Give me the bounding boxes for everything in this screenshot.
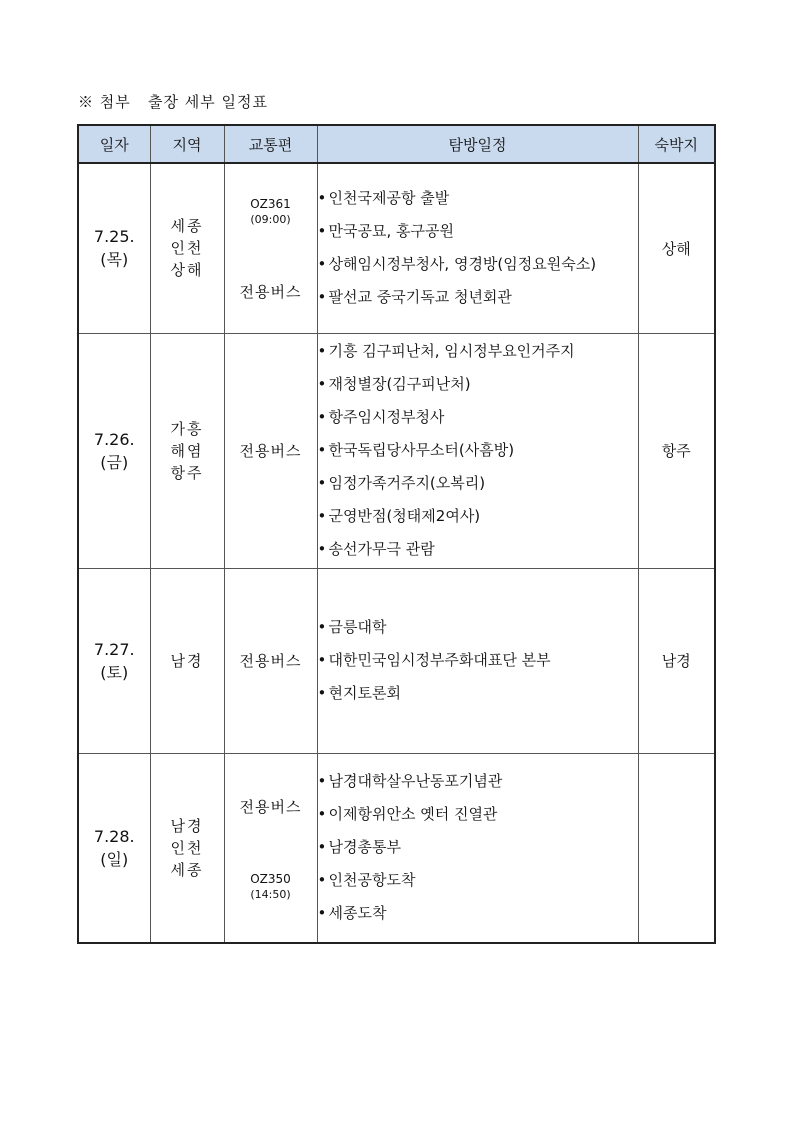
itinerary-text: 임정가족거주지(오복리) bbox=[328, 474, 486, 492]
itinerary-text: 군영반점(청태제2여사) bbox=[328, 507, 481, 525]
list-item bbox=[318, 248, 638, 281]
bus-label: 전용버스 bbox=[239, 797, 302, 816]
bullet-icon: • bbox=[317, 222, 327, 241]
date-text: 7.25. bbox=[93, 227, 135, 247]
transport-cell bbox=[224, 333, 317, 568]
itinerary-list bbox=[318, 182, 638, 314]
list-item bbox=[318, 434, 638, 467]
bullet-icon: • bbox=[317, 255, 327, 274]
bullet-icon: • bbox=[317, 651, 327, 669]
table-row bbox=[78, 333, 715, 568]
region-name: 항주 bbox=[170, 463, 204, 482]
table-row bbox=[78, 568, 715, 753]
day-text: (금) bbox=[100, 452, 129, 472]
bullet-icon: • bbox=[317, 288, 327, 307]
list-item bbox=[318, 467, 638, 500]
lodging-cell: 남경 bbox=[638, 568, 715, 753]
bullet-icon: • bbox=[317, 904, 327, 923]
header-date: 일자 bbox=[78, 125, 150, 163]
itinerary-text: 팔선교 중국기독교 청년회관 bbox=[328, 288, 512, 307]
region-name: 세종 bbox=[170, 217, 204, 236]
list-item bbox=[318, 644, 638, 677]
region-name: 인천 bbox=[170, 239, 204, 258]
list-item bbox=[318, 533, 638, 566]
bullet-icon: • bbox=[317, 189, 327, 208]
itinerary-list bbox=[318, 765, 638, 930]
header-lodging: 숙박지 bbox=[638, 125, 715, 163]
bullet-icon: • bbox=[317, 474, 327, 492]
bullet-icon: • bbox=[317, 507, 327, 525]
flight-time: (14:50) bbox=[250, 887, 291, 901]
region-name: 남경 bbox=[170, 816, 204, 835]
bus-label: 전용버스 bbox=[239, 442, 302, 460]
header-row bbox=[78, 125, 715, 163]
region-cell bbox=[150, 163, 224, 333]
flight-number: OZ350 bbox=[250, 871, 291, 886]
list-item bbox=[318, 897, 638, 930]
flight-time: (09:00) bbox=[250, 213, 291, 226]
list-item bbox=[318, 765, 638, 798]
itinerary-text: 이제항위안소 옛터 진열관 bbox=[328, 805, 498, 824]
itinerary-text: 송선가무극 관람 bbox=[328, 540, 435, 558]
document-heading: ※ 첨부 출장 세부 일정표 bbox=[78, 93, 269, 111]
region-name: 인천 bbox=[170, 838, 204, 857]
bullet-icon: • bbox=[317, 540, 327, 558]
list-item bbox=[318, 831, 638, 864]
bullet-icon: • bbox=[317, 441, 327, 459]
bullet-icon: • bbox=[317, 342, 327, 360]
date-cell bbox=[78, 753, 150, 943]
list-item bbox=[318, 368, 638, 401]
list-item bbox=[318, 182, 638, 215]
list-item bbox=[318, 401, 638, 434]
bullet-icon: • bbox=[317, 838, 327, 857]
day-text: (토) bbox=[100, 662, 129, 682]
itinerary-text: 한국독립당사무소터(사흠방) bbox=[328, 441, 515, 459]
region-name: 남경 bbox=[170, 651, 204, 670]
bullet-icon: • bbox=[317, 772, 327, 791]
day-text: (일) bbox=[100, 849, 129, 869]
header-itinerary: 탐방일정 bbox=[317, 125, 638, 163]
list-item bbox=[318, 611, 638, 644]
header-region: 지역 bbox=[150, 125, 224, 163]
flight-number: OZ361 bbox=[250, 197, 291, 211]
date-text: 7.26. bbox=[93, 429, 135, 449]
list-item bbox=[318, 215, 638, 248]
list-item bbox=[318, 335, 638, 368]
date-text: 7.28. bbox=[93, 826, 135, 846]
region-cell bbox=[150, 333, 224, 568]
itinerary-text: 대한민국임시정부주화대표단 본부 bbox=[328, 651, 551, 669]
bullet-icon: • bbox=[317, 684, 327, 702]
bullet-icon: • bbox=[317, 375, 327, 393]
transport-cell bbox=[224, 568, 317, 753]
bullet-icon: • bbox=[317, 805, 327, 824]
itinerary-text: 금릉대학 bbox=[328, 618, 387, 636]
lodging-cell bbox=[638, 753, 715, 943]
itinerary-list bbox=[318, 335, 638, 566]
date-cell bbox=[78, 568, 150, 753]
list-item bbox=[318, 500, 638, 533]
day-text: (목) bbox=[100, 250, 129, 270]
itinerary-cell bbox=[317, 753, 638, 943]
itinerary-text: 인천공항도착 bbox=[328, 871, 416, 890]
lodging-cell: 상해 bbox=[638, 163, 715, 333]
region-name: 가흥 bbox=[170, 419, 204, 438]
date-cell bbox=[78, 163, 150, 333]
list-item bbox=[318, 281, 638, 314]
itinerary-text: 재청별장(김구피난처) bbox=[328, 375, 471, 393]
transport-cell bbox=[224, 163, 317, 333]
itinerary-cell bbox=[317, 333, 638, 568]
list-item bbox=[318, 677, 638, 710]
flight-info bbox=[225, 871, 317, 903]
bus-label: 전용버스 bbox=[239, 652, 302, 670]
itinerary-text: 남경총통부 bbox=[328, 838, 401, 857]
itinerary-cell bbox=[317, 568, 638, 753]
bullet-icon: • bbox=[317, 871, 327, 890]
date-text: 7.27. bbox=[93, 639, 135, 659]
itinerary-text: 세종도착 bbox=[328, 904, 387, 923]
itinerary-text: 남경대학살우난동포기념관 bbox=[328, 772, 503, 791]
list-item bbox=[318, 798, 638, 831]
itinerary-text: 인천국제공항 출발 bbox=[328, 189, 450, 208]
lodging-cell: 항주 bbox=[638, 333, 715, 568]
region-name: 상해 bbox=[170, 261, 204, 280]
itinerary-text: 현지토론회 bbox=[328, 684, 401, 702]
itinerary-text: 상해임시정부청사, 영경방(임정요원숙소) bbox=[328, 255, 597, 274]
bullet-icon: • bbox=[317, 408, 327, 426]
table-row bbox=[78, 753, 715, 943]
itinerary-cell bbox=[317, 163, 638, 333]
itinerary-list bbox=[318, 611, 638, 710]
region-cell bbox=[150, 568, 224, 753]
schedule-table bbox=[77, 124, 716, 944]
region-name: 세종 bbox=[170, 860, 204, 879]
list-item bbox=[318, 864, 638, 897]
transport-cell bbox=[224, 753, 317, 943]
region-cell bbox=[150, 753, 224, 943]
bus-label: 전용버스 bbox=[239, 283, 302, 301]
itinerary-text: 항주임시정부청사 bbox=[328, 408, 445, 426]
bullet-icon: • bbox=[317, 618, 327, 636]
flight-info bbox=[225, 196, 317, 228]
table-row bbox=[78, 163, 715, 333]
itinerary-text: 기흥 김구피난처, 임시정부요인거주지 bbox=[328, 342, 575, 360]
header-transport: 교통편 bbox=[224, 125, 317, 163]
itinerary-text: 만국공묘, 홍구공원 bbox=[328, 222, 454, 241]
date-cell bbox=[78, 333, 150, 568]
region-name: 해염 bbox=[170, 441, 204, 460]
